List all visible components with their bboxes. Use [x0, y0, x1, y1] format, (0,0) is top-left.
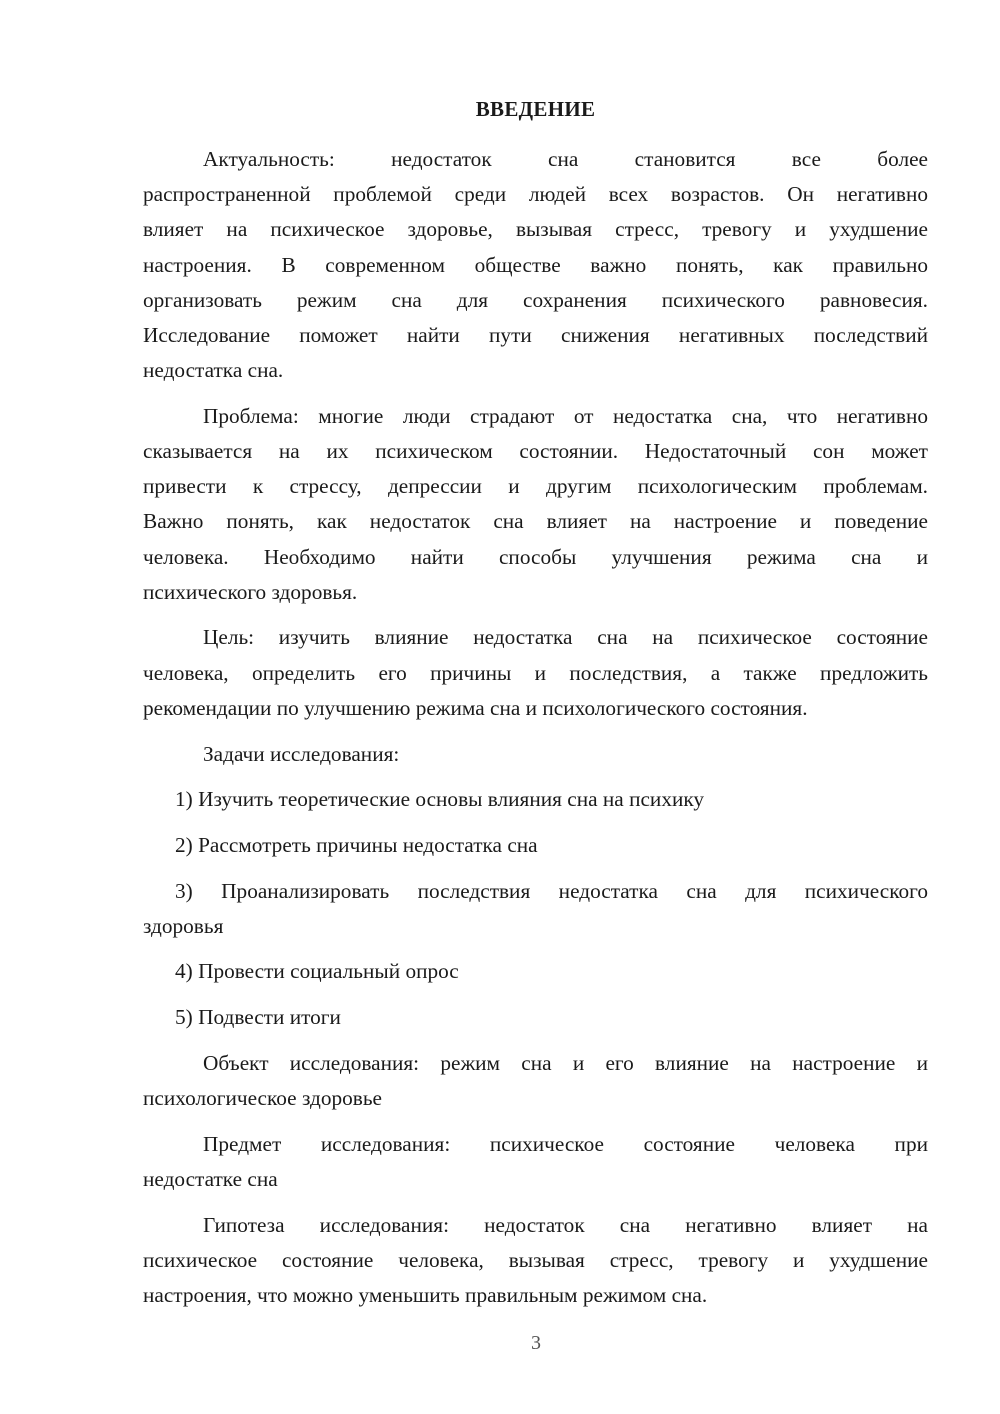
text-line: организовать режим сна для сохранения психического равновесия. [143, 287, 928, 312]
list-item [143, 1000, 928, 1035]
text-line: влияет на психическое здоровье, вызывая стресс, тревогу и ухудшение [143, 217, 928, 242]
text-line: привести к стрессу, депрессии и другим психологическим проблемам. [143, 474, 928, 499]
list-item [143, 954, 928, 989]
paragraph [143, 142, 928, 388]
text-line: настроения. В современном обществе важно понять, как правильно [143, 252, 928, 277]
text-line: Гипотеза исследования: недостаток сна негативно влияет на [203, 1212, 928, 1237]
text-line: недостатке сна [143, 1166, 278, 1191]
list-item [143, 782, 928, 817]
text-line: Важно понять, как недостаток сна влияет на настроение и поведение [143, 509, 928, 534]
page-number: 3 [531, 1332, 541, 1354]
text-line: распространенной проблемой среди людей всех возрастов. Он негативно [143, 182, 928, 207]
text-line: здоровья [143, 913, 224, 938]
text-line: Задачи исследования: [203, 741, 400, 766]
text-line: 5) Подвести итоги [175, 1005, 341, 1030]
text-line: психическое состояние человека, вызывая стресс, тревогу и ухудшение [143, 1247, 928, 1272]
paragraph [143, 620, 928, 726]
section-title: ВВЕДЕНИЕ [475, 97, 596, 121]
text-line: человека, определить его причины и последствия, а также предложить [143, 660, 928, 685]
text-line: 2) Рассмотреть причины недостатка сна [175, 832, 538, 857]
paragraph [143, 1208, 928, 1314]
list-item [143, 828, 928, 863]
text-line: Проблема: многие люди страдают от недостатка сна, что негативно [203, 403, 928, 428]
text-line: 4) Провести социальный опрос [175, 959, 459, 984]
text-line: 1) Изучить теоретические основы влияния сна на психику [175, 787, 705, 812]
list-item [143, 874, 928, 944]
text-line: недостатка сна. [143, 358, 284, 383]
text-line: сказывается на их психическом состоянии. Недостаточный сон может [143, 439, 928, 463]
paragraph [143, 1127, 928, 1197]
text-line: Предмет исследования: психическое состояние человека при [203, 1131, 928, 1156]
text-line: Цель: изучить влияние недостатка сна на психическое состояние [203, 625, 928, 650]
text-line: Объект исследования: режим сна и его влияние на настроение и [203, 1050, 928, 1075]
text-line: настроения, что можно уменьшить правильным режимом сна. [143, 1282, 708, 1307]
text-line: человека. Необходимо найти способы улучшения режима сна и [143, 544, 928, 569]
paragraph [143, 1046, 928, 1116]
text-line: Исследование поможет найти пути снижения негативных последствий [143, 322, 928, 347]
document-body [143, 142, 928, 1313]
text-line: 3) Проанализировать последствия недостатка сна для психического [175, 878, 928, 903]
paragraph [143, 737, 928, 772]
text-line: психологическое здоровье [143, 1086, 382, 1110]
document-page [143, 92, 928, 1324]
paragraph [143, 399, 928, 610]
text-line: Актуальность: недостаток сна становится все более [203, 147, 928, 171]
text-line: рекомендации по улучшению режима сна и психологического состояния. [143, 695, 808, 720]
text-line: психического здоровья. [143, 579, 358, 604]
